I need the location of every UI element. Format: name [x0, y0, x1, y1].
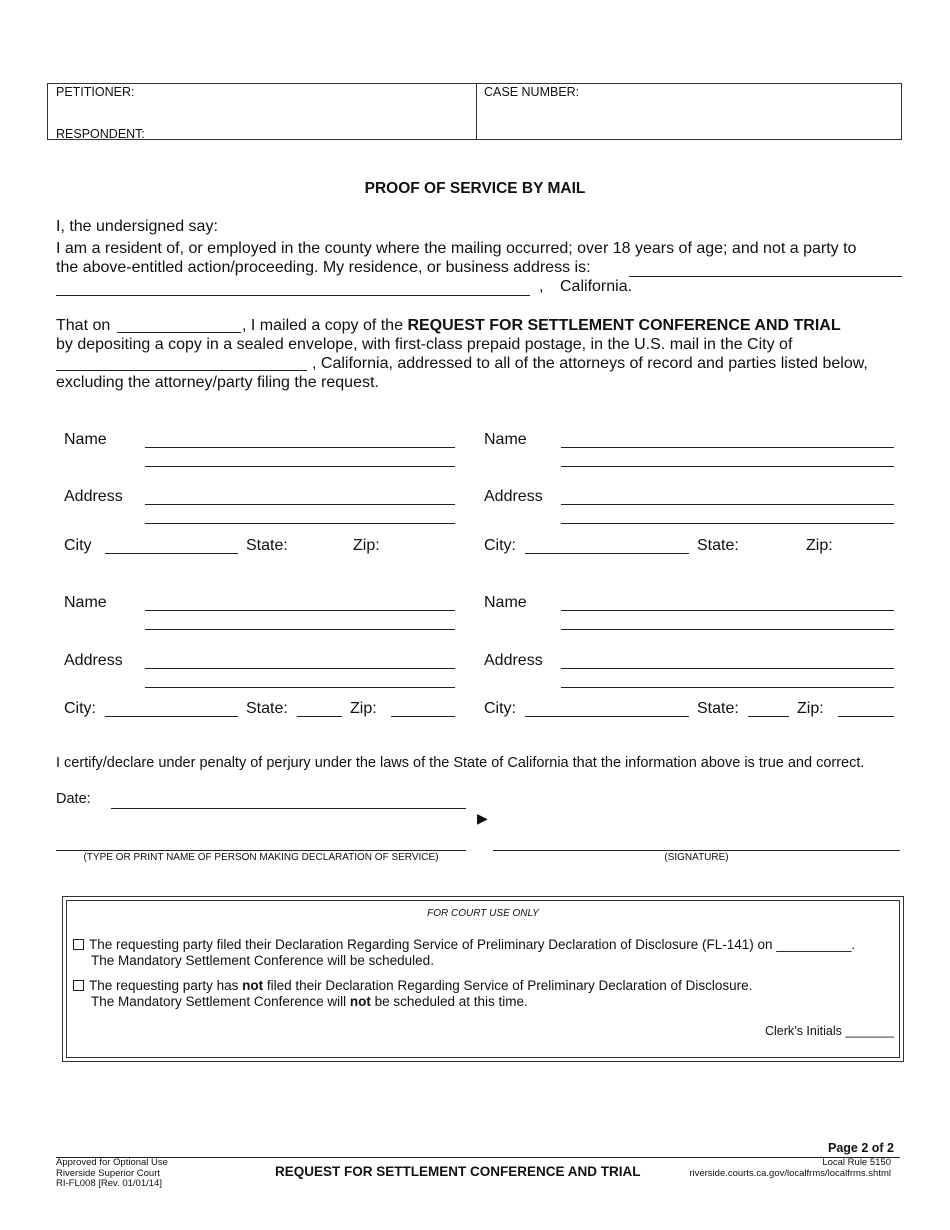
- signature-field[interactable]: [493, 850, 900, 851]
- address-comma: ,: [539, 278, 544, 295]
- zip-label: Zip:: [350, 700, 377, 717]
- option-2-post: filed their Declaration Regarding Service of Preliminary Declaration of Disclosure.: [266, 978, 753, 993]
- name-label: Name: [484, 594, 527, 611]
- california-label: California.: [560, 278, 633, 295]
- mailed-copy-text: [242, 317, 841, 335]
- court-option-2: [73, 978, 752, 993]
- mailing-date-field[interactable]: [117, 332, 241, 333]
- address-field-line-2[interactable]: [56, 295, 530, 296]
- petitioner-label: PETITIONER:: [56, 85, 135, 99]
- intro-line-3: the above-entitled action/proceeding. My residence, or business address is:: [56, 259, 591, 276]
- respondent-label: RESPONDENT:: [56, 127, 145, 141]
- case-caption-box: [47, 83, 902, 140]
- recipient-3-name-field[interactable]: [145, 610, 455, 611]
- recipient-4-city-field[interactable]: [525, 716, 689, 717]
- mailing-line-4: excluding the attorney/party filing the request.: [56, 374, 379, 391]
- caption-divider: [476, 84, 477, 140]
- city-label: City:: [64, 700, 96, 717]
- option-2-line-2-not: not: [349, 994, 371, 1009]
- recipient-1-address-field-2[interactable]: [145, 523, 455, 524]
- perjury-declaration: I certify/declare under penalty of perjury under the laws of the State of California that the information above is true and correct.: [56, 755, 865, 771]
- city-label: City:: [484, 700, 516, 717]
- footer-url[interactable]: riverside.courts.ca.gov/localfrms/localfrms.shtml: [689, 1167, 891, 1179]
- court-use-heading: FOR COURT USE ONLY: [427, 908, 539, 919]
- name-label: Name: [484, 431, 527, 448]
- footer-local-rule: Local Rule 5150: [822, 1157, 891, 1168]
- mailed-copy-label: , I mailed a copy of the: [242, 317, 403, 334]
- declaration-filed-checkbox[interactable]: [73, 939, 84, 950]
- intro-line-2: I am a resident of, or employed in the county where the mailing occurred; over 18 years of age; and not a party to: [56, 240, 857, 257]
- recipient-4-address-field[interactable]: [561, 668, 894, 669]
- footer-title: REQUEST FOR SETTLEMENT CONFERENCE AND TRIAL: [275, 1164, 641, 1179]
- state-label: State:: [697, 700, 739, 717]
- that-on-label: That on: [56, 317, 111, 334]
- clerk-initials: Clerk’s Initials _______: [764, 1024, 894, 1038]
- option-1-line-1: The requesting party filed their Declaration Regarding Service of Preliminary Declaration of Disclosure (FL-141) on __________.: [89, 937, 856, 952]
- name-label: Name: [64, 431, 107, 448]
- court-use-box: [62, 896, 904, 1062]
- recipient-1-name-field-2[interactable]: [145, 466, 455, 467]
- mailing-city-field[interactable]: [56, 370, 307, 371]
- option-1-line-2: The Mandatory Settlement Conference will be scheduled.: [91, 953, 434, 968]
- mailing-line-2: by depositing a copy in a sealed envelope, with first-class prepaid postage, in the U.S. mail in the City of: [56, 336, 793, 353]
- name-label: Name: [64, 594, 107, 611]
- address-label: Address: [484, 652, 543, 669]
- declaration-date-field[interactable]: [111, 808, 466, 809]
- recipient-3-name-field-2[interactable]: [145, 629, 455, 630]
- case-number-label: CASE NUMBER:: [484, 85, 580, 99]
- intro-line-1: I, the undersigned say:: [56, 218, 218, 235]
- recipient-4-address-field-2[interactable]: [561, 687, 894, 688]
- zip-label: Zip:: [806, 537, 833, 554]
- recipient-3-address-field[interactable]: [145, 668, 455, 669]
- state-label: State:: [246, 537, 288, 554]
- recipient-4-zip-field[interactable]: [838, 716, 894, 717]
- option-2-line-2-pre: The Mandatory Settlement Conference will: [91, 994, 347, 1009]
- recipient-2-address-field[interactable]: [561, 504, 894, 505]
- zip-label: Zip:: [353, 537, 380, 554]
- state-label: State:: [246, 700, 288, 717]
- address-label: Address: [64, 652, 123, 669]
- zip-label: Zip:: [797, 700, 824, 717]
- print-name-field[interactable]: [56, 850, 466, 851]
- option-2-pre: The requesting party has: [89, 978, 239, 993]
- recipient-2-name-field-2[interactable]: [561, 466, 894, 467]
- recipient-4-name-field[interactable]: [561, 610, 894, 611]
- state-label: State:: [697, 537, 739, 554]
- print-name-caption: (TYPE OR PRINT NAME OF PERSON MAKING DECLARATION OF SERVICE): [83, 852, 439, 863]
- address-field-line-1[interactable]: [629, 276, 902, 277]
- recipient-3-state-field[interactable]: [297, 716, 342, 717]
- recipient-2-name-field[interactable]: [561, 447, 894, 448]
- declaration-not-filed-checkbox[interactable]: [73, 980, 84, 991]
- recipient-1-name-field[interactable]: [145, 447, 455, 448]
- signature-arrow-icon: ▶: [477, 810, 488, 826]
- page-number: Page 2 of 2: [828, 1141, 894, 1155]
- footer-right: [689, 1158, 891, 1179]
- signature-caption: (SIGNATURE): [664, 852, 729, 863]
- option-2-line-2: [91, 994, 528, 1009]
- option-2-not: not: [242, 978, 264, 993]
- footer-approved: Approved for Optional Use: [56, 1157, 168, 1168]
- recipient-4-state-field[interactable]: [748, 716, 789, 717]
- court-option-1: [73, 937, 855, 952]
- date-label: Date:: [56, 791, 91, 807]
- recipient-3-zip-field[interactable]: [391, 716, 455, 717]
- option-2-line-2-post: be scheduled at this time.: [374, 994, 528, 1009]
- footer-form-number: RI-FL008 [Rev. 01/01/14]: [56, 1178, 162, 1189]
- recipient-2-city-field[interactable]: [525, 553, 689, 554]
- address-label: Address: [484, 488, 543, 505]
- footer-left: [56, 1158, 168, 1190]
- footer-court: Riverside Superior Court: [56, 1167, 161, 1179]
- recipient-2-address-field-2[interactable]: [561, 523, 894, 524]
- recipient-4-name-field-2[interactable]: [561, 629, 894, 630]
- page-title: PROOF OF SERVICE BY MAIL: [364, 180, 586, 197]
- recipient-3-address-field-2[interactable]: [145, 687, 455, 688]
- document-name: REQUEST FOR SETTLEMENT CONFERENCE AND TRIAL: [407, 317, 841, 334]
- address-label: Address: [64, 488, 123, 505]
- recipient-1-address-field[interactable]: [145, 504, 455, 505]
- mailing-line-3: , California, addressed to all of the attorneys of record and parties listed below,: [312, 355, 868, 372]
- recipient-1-city-field[interactable]: [105, 553, 238, 554]
- recipient-3-city-field[interactable]: [105, 716, 238, 717]
- city-label: City:: [484, 537, 516, 554]
- city-label: City: [64, 537, 92, 554]
